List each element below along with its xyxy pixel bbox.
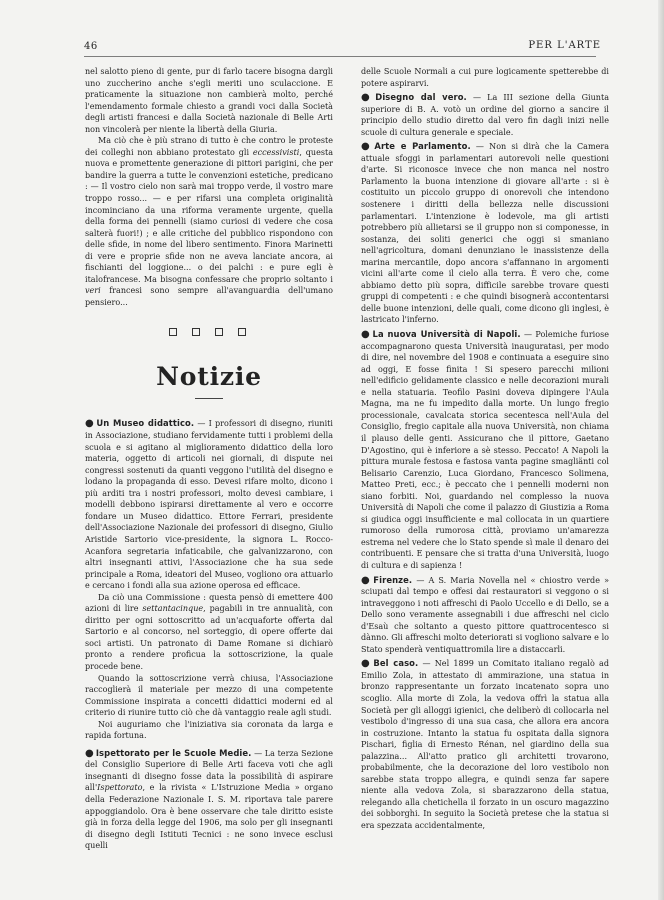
- intro-paragraph: nel salotto pieno di gente, pur di farlo tacere bisogna dargli uno zuccherino anche s'egli meriti uno sculaccione. E praticamente la situazione non cambierà molto, perché l'emendamento formale chiesto a grandi voci dalla Società degli artisti francesi e dalla Società nazionale di Belle Arti non vincolerà per niente la libertà della Giuria.: [85, 67, 333, 134]
- news-item-museo: [85, 418, 333, 591]
- news-item-firenze: [361, 575, 609, 656]
- news-item-heading: Disegno dal vero.: [375, 92, 467, 103]
- page-number: 46: [84, 41, 98, 52]
- text-run: Ma ciò che è più strano di tutto è che contro le proteste dei colleghi non abbiano protestato gli: [85, 136, 333, 157]
- paragraph-sottoscrizione: Quando la sottoscrizione verrà chiusa, l'Associazione raccoglierà il materiale per mezzo di una competente Commissione inspirata a concetti didattici moderni ed al criterio di riunire tutto ciò che dà vantaggio reale agli studi.: [85, 673, 333, 718]
- news-item-text: — A S. Maria Novella nel « chiostro verde » sciupati dal tempo e offesi dai restauratori si veggono o si intraveggono i noti affreschi di Paolo Uccello e di Dello, se a Dello sono veramente assegnabili i due affreschi nel ciclo d'Esaù che soltanto a questo pittore quattrocentesco si dànno. Gli affreschi molto deteriorati si vogliono salvare e lo Stato spenderà ventiquattromila lire a distaccarli.: [361, 575, 609, 654]
- text-run: francesi sono sempre all'avanguardia dell'umano pensiero...: [85, 286, 333, 307]
- ornament-square: [192, 328, 200, 336]
- heading-rule: [195, 398, 223, 399]
- news-item-text: — La terza Sezione del Consiglio Superiore di Belle Arti faceva voti che agli insegnanti di disegno fosse data la possibilità di aspirare all': [85, 748, 333, 793]
- section-heading: Notizie: [156, 362, 262, 392]
- news-item-text: — Polemiche furiose accompagnarono questa Università inauguratasi, per modo di dire, nel novembre del 1908 e continuata a eseguire sino ad oggi, E fosse finita ! Si spesero parecchi milioni nell'edificio gelidamente classico e nelle decorazioni murali e nella statuaria. Teofilo Pasini doveva dipingere l'Aula Magna, ma ne fu impedito dalla morte. Un lungo fregio processionale, cavalcata storica secentesca nell'Aula del Consiglio, fregio capitale alla nuova Università, non chiama il plauso delle genti. Assicurano che il pittore, Gaetano D'Agostino, qui è inferiore a sè stesso. Peccato! A Napoli la pittura murale festosa e fastosa vanta pagine smagliänti col Belisario Carenzio, Luca Giordano, Francesco Solimena, Matteo Preti, ecc.; è peccato che i pennelli moderni non siano forbiti. Noi, guardando nel complesso la nuova Università di Napoli che come il palazzo di Giustizia a Roma si giudica oggi insufficiente e mal collocata in un quartiere rumoroso della rumorosa città, proviamo un'amarezza estrema nel vedere che lo Stato spende sì male il denaro dei contribuenti. E pensare che si tratta d'una Università, luogo di cultura e di sapienza !: [361, 330, 609, 570]
- news-item-parlamento: [361, 141, 609, 326]
- paragraph-commissione: [85, 592, 333, 673]
- text-run: , questa nuova e promettente generazione di pittori parigini, che per bandire la guerra a tutte le convenzioni estetiche, predicano : — Il vostro cielo non sarà mai troppo verde, il vostro mare troppo rosso... — e per rifarsi una completa originalità incominciano da una riforma veramente urgente, quella della forma dei pennelli (siamo curiosi di vedere che cosa salterà fuori!) ; e alle critiche del pubblico rispondono con delle sfide, in nome del libero sentimento. Finora Marinetti di vere e proprie sfide non ne aveva lanciate ancora, ai fischianti del loggione... o dei palchi : e pure egli è italofrancese. Ma bisogna confessare che proprio soltanto i: [85, 147, 333, 284]
- news-item-text: — Nel 1899 un Comitato italiano regalò ad Emilio Zola, in attestato di ammirazione, una statua in bronzo rappresentante un forzato incatenato sopra uno scoglio. Alla morte di Zola, la vedova offrì la statua alla Società per gli alloggi igienici, che deliberò di collocarla nel vestibolo d'ingresso di una sua casa, che allora era ancora in costruzione. Intanto la statua fu ospitata dalla signora Pischari, figlia di Ernesto Rénan, nel giardino della sua palazzina... All'atto pratico gli architetti trovarono, probabilmente, che la decorazione del loro vestibolo non sarebbe stata troppo allegra, e quindi senza far sapere niente alla vedova Zola, si sbarazzarono della statua, relegando alla chetichella il forzato in un oscuro magazzino dei sobborghi. In seguito la Società pretese che la statua si era spezzata accidentalmente,: [361, 659, 609, 830]
- news-item-heading: Un Museo didattico.: [96, 418, 195, 429]
- bullet-icon: ●: [361, 574, 372, 586]
- bullet-icon: ●: [85, 418, 95, 430]
- news-item-heading: Ispettorato per le Scuole Medie.: [95, 747, 252, 758]
- text-run: Da ciò una Commissione : questa pensò di emettere 400 azioni di lire: [85, 592, 333, 614]
- news-item-heading: La nuova Università di Napoli.: [372, 329, 521, 340]
- news-item-heading: Arte e Parlamento.: [374, 141, 471, 152]
- left-column: [85, 66, 333, 852]
- italic-term: veri: [85, 286, 101, 296]
- news-item-text: — La III sezione della Giunta superiore di B. A. votò un ordine del giorno a sancire il principio dello studio diretto dal vero fin dagli inizi nelle scuole di cultura generale e speciale.: [361, 93, 609, 137]
- news-item-text: — Non si dirà che la Camera attuale sfoggi in parlamentari autorevoli nelle questioni d'arte. Si riconosce invece che non manca nel nostro Parlamento la buona intenzione di giovare all'arte : si è costituito un piccolo gruppo di onorevoli che intendono sostenere i diritti della bellezza nelle discussioni parlamentari. L'intenzione è lodevole, ma gli artisti potrebbero più allietarsi se il gruppo non si componesse, in sostanza, dei soliti generici che oggi si smaniano nell'agricoltura, domani denunziano le inassistenze della marina mercantile, dopo ancora s'affannano in argomenti vicini all'arte come il cielo alla terra. È vero che, come abbiamo detto più sopra, difficile sarebbe trovare questi gruppi di competenti : e che quindi bisognerà accontentarsi delle buone intenzioni, delle quali, come dicono gli inglesi, è lastricato l'inferno.: [361, 142, 610, 325]
- header-rule: [84, 56, 596, 57]
- ornament-square: [215, 328, 223, 336]
- italic-term: Ispettorato: [97, 783, 143, 793]
- bullet-icon: ●: [361, 329, 371, 341]
- bullet-icon: ●: [361, 141, 373, 153]
- news-item-napoli: [361, 329, 609, 571]
- eccessivisti-paragraph: [85, 135, 333, 308]
- news-item-text: — I professori di disegno, riuniti in Associazione, studiano fervidamente tutti i problemi della scuola e si agitano al miglioramento didattico della loro materia, oggetto di articoli nei giornali, di dispute nei congressi sostenuti da quanti veggono l'utilità del disegno e lodano la propaganda di esso. Devesi rifare molto, dicono i più arditi tra i nostri professori, molto devesi cambiare, i modelli debbono ispirarsi direttamente al vero e occorre fondare un Museo didattico. Ettore Ferrari, presidente dell'Associazione Nazionale dei professori di disegno, Giulio Aristide Sartorio vice-presidente, la signora L. Rocco-Acanfora segretaria infaticabile, che galvanizzarono, con altri insegnanti attivi, l'Associazione che ha sua sede principale a Roma, ideatori del Museo, vogliono ora attuarlo e cercano i fondi alla sua azione operosa ed efficace.: [85, 419, 333, 591]
- italic-term: eccessivisti: [252, 147, 300, 157]
- news-item-bel-caso: [361, 658, 609, 831]
- news-item-vero: [361, 92, 609, 138]
- continuation-paragraph: delle Scuole Normali a cui pure logicamente spetterebbe di potere aspirarvi.: [361, 67, 609, 88]
- paragraph-augurio: Noi auguriamo che l'iniziativa sia coronata da larga e rapida fortuna.: [85, 719, 333, 741]
- bullet-icon: ●: [361, 658, 372, 670]
- news-item-text: , e la rivista « L'Istruzione Media » organo della Federazione Nazionale I. S. M. riportava tale parere appoggiandolo. Ora è bene osservare che tale diritto esiste già in forza della legge del 1906, ma solo per gli insegnanti di disegno degli Istituti Tecnici : ne sono invece esclusi quelli: [85, 783, 333, 851]
- ornament-squares: [169, 328, 333, 340]
- italic-term: settantacinque: [142, 604, 204, 614]
- ornament-square: [169, 328, 177, 336]
- running-title: PER L'ARTE: [528, 40, 601, 51]
- news-item-ispettorato: [85, 748, 333, 852]
- bullet-icon: ●: [85, 747, 94, 759]
- news-item-heading: Bel caso.: [373, 658, 419, 669]
- right-column: [361, 66, 609, 832]
- bullet-icon: ●: [361, 92, 374, 104]
- news-item-heading: Firenze.: [373, 574, 413, 585]
- binding-edge: [658, 0, 664, 900]
- ornament-square: [238, 328, 246, 336]
- text-run: , pagabili in tre annualità, con diritto per ogni sottoscritto ad un'acquaforte offerta dal Sartorio e al concorso, nel sorteggio, di opere offerte dai soci artisti. Un patronato di Dame Romane si dichiarò pronto a rendere proficua la sottoscrizione, la quale procede bene.: [85, 604, 333, 671]
